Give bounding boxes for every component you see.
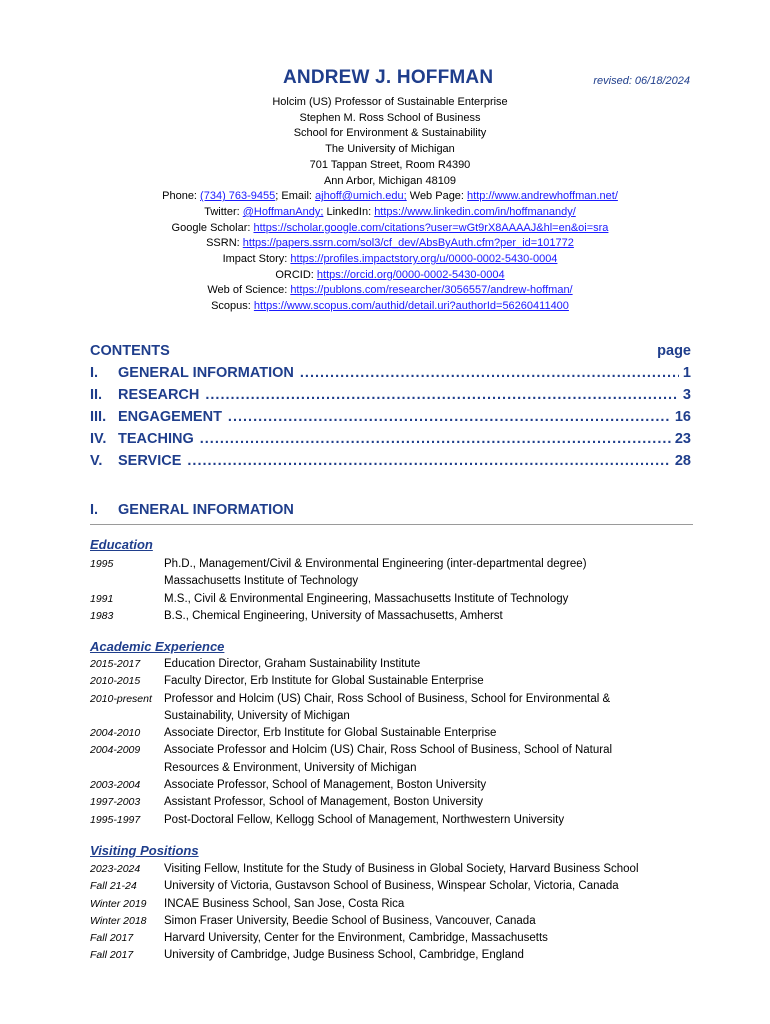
entry-year: 2010-2015 [90, 675, 141, 688]
entry-line: Simon Fraser University, Beedie School of Business, Vancouver, Canada [164, 914, 536, 927]
entry-line: Education Director, Graham Sustainability Institute [164, 658, 421, 670]
entry-text [164, 777, 700, 794]
entry-year: Fall 21-24 [90, 880, 137, 893]
list-item [90, 591, 700, 608]
entry-text [164, 947, 700, 964]
entry-line: Faculty Director, Erb Institute for Global Sustainable Enterprise [164, 675, 484, 688]
toc-page: 3 [682, 387, 691, 403]
contact-line-scopus [90, 299, 690, 315]
entry-line: Harvard University, Center for the Environment, Cambridge, Massachusetts [164, 932, 548, 945]
entry-line: Associate Professor, School of Management, Boston University [164, 779, 487, 792]
entry-text [164, 794, 700, 811]
contact-line-phone [90, 189, 690, 205]
list-item [90, 725, 700, 742]
entry-line: Assistant Professor, School of Management, Boston University [164, 796, 483, 809]
entry-year: 1991 [90, 592, 114, 605]
entry-year: 2023-2024 [90, 863, 141, 875]
entry-text [164, 656, 700, 673]
toc-number: II. [90, 387, 103, 403]
entry-year: 1997-2003 [90, 796, 141, 809]
contact-line-scholar [90, 221, 690, 237]
toc-number: III. [90, 409, 107, 425]
contact-line-social [90, 205, 690, 221]
email-label: ; Email: [275, 190, 316, 203]
revised-date: revised: 06/18/2024 [593, 75, 690, 87]
entry-line: University of Cambridge, Judge Business School, Cambridge, England [164, 949, 524, 962]
entry-line: M.S., Civil & Environmental Engineering, Massachusetts Institute of Technology [164, 592, 569, 605]
toc-title: ENGAGEMENT [118, 409, 222, 425]
toc-page: 28 [674, 453, 691, 469]
entry-year: Fall 2017 [90, 932, 134, 945]
entry-year: Winter 2018 [90, 914, 147, 927]
contact-line-wos [90, 283, 690, 299]
entry-text [164, 673, 700, 690]
education-list [90, 556, 700, 625]
toc-leader [200, 431, 671, 447]
contact-line-ssrn [90, 236, 690, 252]
list-item [90, 947, 700, 964]
toc-entry[interactable] [90, 387, 691, 409]
list-item [90, 742, 700, 777]
entry-line: Associate Director, Erb Institute for Global Sustainable Enterprise [164, 727, 497, 740]
toc-number: V. [90, 453, 103, 469]
list-item [90, 691, 700, 726]
visiting-positions-list [90, 861, 700, 965]
entry-text [164, 861, 700, 878]
toc-entry[interactable] [90, 409, 691, 431]
entry-line: Sustainability, University of Michigan [164, 709, 350, 722]
ssrn-link[interactable]: https://papers.ssrn.com/sol3/cf_dev/AbsByAuth.cfm?per_id=101772 [242, 237, 574, 250]
entry-line: University of Victoria, Gustavson School of Business, Winspear Scholar, Victoria, Canada [164, 880, 619, 893]
contents-title: CONTENTS [90, 343, 170, 359]
entry-line: B.S., Chemical Engineering, University of Massachusetts, Amherst [164, 609, 503, 622]
education-heading: Education [90, 537, 153, 552]
entry-line: Associate Professor and Holcim (US) Chair, Ross School of Business, School of Natural [164, 744, 613, 757]
toc-title: SERVICE [118, 453, 182, 469]
entry-text [164, 878, 700, 895]
header-line: The University of Michigan [325, 143, 455, 156]
list-item [90, 794, 700, 811]
toc-title: GENERAL INFORMATION [118, 365, 294, 381]
section-heading [90, 502, 693, 525]
toc-number: I. [90, 365, 99, 381]
wos-link[interactable]: https://publons.com/researcher/3056557/andrew-hoffman/ [290, 284, 573, 297]
entry-text [164, 556, 700, 591]
section-title: GENERAL INFORMATION [118, 502, 294, 518]
orcid-label: ORCID: [275, 268, 317, 281]
entry-year: Winter 2019 [90, 897, 147, 910]
toc-page: 1 [682, 365, 691, 381]
toc-leader [228, 409, 671, 425]
list-item [90, 896, 700, 913]
table-of-contents [90, 343, 691, 475]
academic-experience-heading: Academic Experience [90, 639, 225, 654]
toc-number: IV. [90, 431, 107, 447]
entry-text [164, 812, 700, 829]
entry-line: INCAE Business School, San Jose, Costa Rica [164, 897, 405, 910]
list-item [90, 777, 700, 794]
toc-leader [187, 453, 670, 469]
entry-year: 2010-present [90, 692, 152, 705]
phone-label: Phone: [162, 190, 201, 203]
toc-entry[interactable] [90, 453, 691, 475]
twitter-link[interactable]: @HoffmanAndy; [242, 205, 324, 218]
toc-leader [300, 365, 679, 381]
contents-header [90, 343, 691, 365]
visiting-positions-heading: Visiting Positions [90, 843, 199, 858]
orcid-link[interactable]: https://orcid.org/0000-0002-5430-0004 [316, 268, 505, 281]
toc-entry[interactable] [90, 431, 691, 453]
list-item [90, 556, 700, 591]
entry-line: Professor and Holcim (US) Chair, Ross School of Business, School for Environmental & [164, 692, 611, 705]
list-item [90, 861, 700, 878]
entry-text [164, 896, 700, 913]
entry-year: Fall 2017 [90, 949, 134, 962]
entry-year: 1995-1997 [90, 813, 141, 826]
entry-line: Resources & Environment, University of Michigan [164, 761, 417, 774]
email-link[interactable]: ajhoff@umich.edu; [315, 190, 407, 203]
list-item [90, 913, 700, 930]
contact-line-impact [90, 252, 690, 268]
scopus-label: Scopus: [211, 300, 254, 313]
scopus-link[interactable]: https://www.scopus.com/authid/detail.uri?authorId=56260411400 [253, 300, 569, 313]
entry-year: 2015-2017 [90, 658, 141, 670]
ssrn-label: SSRN: [206, 237, 243, 250]
header-line: 701 Tappan Street, Room R4390 [309, 158, 471, 171]
entry-year: 2004-2009 [90, 744, 141, 757]
wos-label: Web of Science: [207, 284, 291, 297]
header-line: Holcim (US) Professor of Sustainable Enterprise [272, 96, 508, 108]
phone-link[interactable]: (734) 763-9455 [200, 190, 276, 203]
entry-text [164, 691, 700, 726]
contents-page-label: page [657, 343, 691, 359]
entry-line: Visiting Fellow, Institute for the Study of Business in Global Society, Harvard Business School [164, 863, 639, 875]
contact-block [90, 95, 690, 315]
entry-text [164, 608, 700, 625]
entry-text [164, 742, 700, 777]
header-line: Ann Arbor, Michigan 48109 [323, 174, 457, 187]
impact-link[interactable]: https://profiles.impactstory.org/u/0000-0002-5430-0004 [290, 253, 558, 266]
contact-line-orcid [90, 268, 690, 284]
list-item [90, 812, 700, 829]
academic-experience-list [90, 656, 700, 829]
entry-year: 2004-2010 [90, 727, 141, 740]
entry-text [164, 930, 700, 947]
toc-page: 23 [674, 431, 691, 447]
list-item [90, 930, 700, 947]
entry-year: 2003-2004 [90, 779, 141, 792]
entry-year: 1995 [90, 558, 114, 570]
header-line: Stephen M. Ross School of Business [299, 111, 481, 124]
list-item [90, 656, 700, 673]
impact-label: Impact Story: [222, 253, 291, 266]
entry-text [164, 591, 700, 608]
scholar-link[interactable]: https://scholar.google.com/citations?user=wGt9rX8AAAAJ&hl=en&oi=sra [253, 221, 609, 234]
entry-year: 1983 [90, 609, 114, 622]
linkedin-link[interactable]: https://www.linkedin.com/in/hoffmanandy/ [374, 205, 576, 218]
list-item [90, 878, 700, 895]
toc-page: 16 [674, 409, 691, 425]
linkedin-label: LinkedIn: [323, 205, 375, 218]
author-name: ANDREW J. HOFFMAN [283, 67, 494, 88]
scholar-label: Google Scholar: [171, 221, 254, 234]
entry-line: Ph.D., Management/Civil & Environmental Engineering (inter-departmental degree) [164, 558, 587, 570]
list-item [90, 608, 700, 625]
web-label: Web Page: [406, 190, 468, 203]
toc-entry[interactable] [90, 365, 691, 387]
entry-text [164, 913, 700, 930]
toc-title: RESEARCH [118, 387, 200, 403]
toc-leader [205, 387, 679, 403]
twitter-label: Twitter: [204, 205, 243, 218]
list-item [90, 673, 700, 690]
toc-title: TEACHING [118, 431, 194, 447]
entry-line: Massachusetts Institute of Technology [164, 575, 359, 588]
section-number: I. [90, 502, 99, 518]
entry-line: Post-Doctoral Fellow, Kellogg School of Management, Northwestern University [164, 813, 565, 826]
entry-text [164, 725, 700, 742]
web-link[interactable]: http://www.andrewhoffman.net/ [467, 190, 618, 203]
header-line: School for Environment & Sustainability [293, 127, 487, 140]
